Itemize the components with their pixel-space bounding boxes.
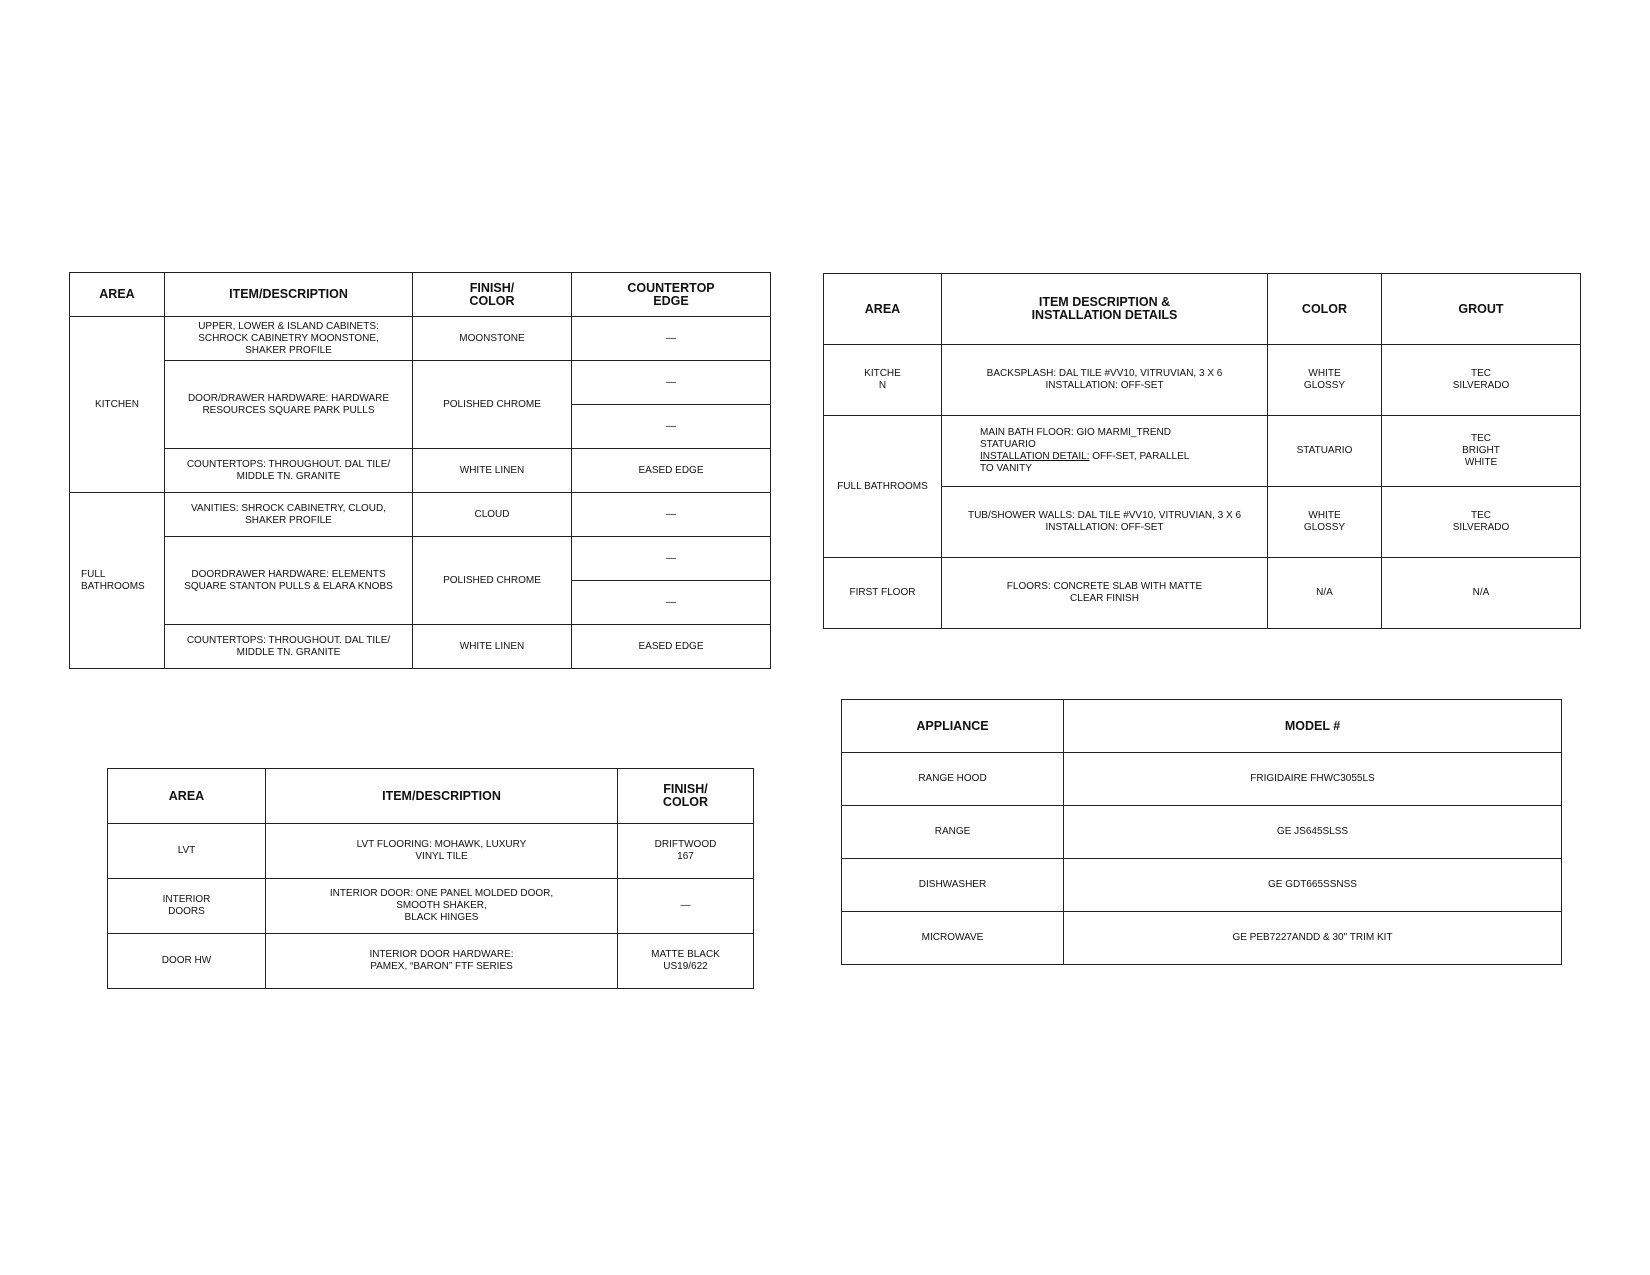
grout-cell: TEC SILVERADO bbox=[1382, 345, 1581, 416]
table-row bbox=[108, 824, 754, 879]
table-row bbox=[70, 625, 771, 669]
color-cell: WHITE GLOSSY bbox=[1268, 345, 1382, 416]
area-cell: LVT bbox=[108, 824, 266, 879]
header-finish: FINISH/ COLOR bbox=[413, 273, 572, 317]
table-row bbox=[842, 753, 1562, 806]
edge-cell: — bbox=[572, 581, 771, 625]
header-area: AREA bbox=[824, 274, 942, 345]
finish-cell: WHITE LINEN bbox=[413, 449, 572, 493]
finish-cell: MOONSTONE bbox=[413, 317, 572, 361]
model-cell: GE GDT665SSNSS bbox=[1064, 859, 1562, 912]
table-row bbox=[842, 806, 1562, 859]
table-row bbox=[70, 317, 771, 361]
edge-cell: — bbox=[572, 317, 771, 361]
area-kitchen: KITCHE N bbox=[824, 345, 942, 416]
item-cell: TUB/SHOWER WALLS: DAL TILE #VV10, VITRUVIAN, 3 X 6 INSTALLATION: OFF-SET bbox=[942, 487, 1268, 558]
appliance-cell: RANGE bbox=[842, 806, 1064, 859]
area-bathrooms: FULL BATHROOMS bbox=[70, 493, 165, 669]
model-cell: GE JS645SLSS bbox=[1064, 806, 1562, 859]
header-item: ITEM/DESCRIPTION bbox=[165, 273, 413, 317]
item-cell: UPPER, LOWER & ISLAND CABINETS: SCHROCK CABINETRY MOONSTONE, SHAKER PROFILE bbox=[165, 317, 413, 361]
finish-cell: — bbox=[618, 879, 754, 934]
item-cell: FLOORS: CONCRETE SLAB WITH MATTE CLEAR FINISH bbox=[942, 558, 1268, 629]
edge-cell: — bbox=[572, 361, 771, 405]
item-cell: COUNTERTOPS: THROUGHOUT. DAL TILE/ MIDDLE TN. GRANITE bbox=[165, 449, 413, 493]
edge-cell: — bbox=[572, 537, 771, 581]
item-cell: INTERIOR DOOR: ONE PANEL MOLDED DOOR, SMOOTH SHAKER, BLACK HINGES bbox=[266, 879, 618, 934]
item-cell: DOORDRAWER HARDWARE: ELEMENTS SQUARE STANTON PULLS & ELARA KNOBS bbox=[165, 537, 413, 625]
header-area: AREA bbox=[70, 273, 165, 317]
item-cell: INTERIOR DOOR HARDWARE: PAMEX, “BARON” FTF SERIES bbox=[266, 934, 618, 989]
appliance-table bbox=[841, 699, 1562, 965]
area-cell: DOOR HW bbox=[108, 934, 266, 989]
table-row bbox=[824, 558, 1581, 629]
header-appliance: APPLIANCE bbox=[842, 700, 1064, 753]
item-cell: COUNTERTOPS: THROUGHOUT. DAL TILE/ MIDDLE TN. GRANITE bbox=[165, 625, 413, 669]
table-row bbox=[108, 934, 754, 989]
area-cell: INTERIOR DOORS bbox=[108, 879, 266, 934]
table-row bbox=[70, 493, 771, 537]
table-row bbox=[70, 537, 771, 581]
edge-cell: — bbox=[572, 405, 771, 449]
area-bathrooms: FULL BATHROOMS bbox=[824, 416, 942, 558]
finish-cell: WHITE LINEN bbox=[413, 625, 572, 669]
table-row bbox=[842, 859, 1562, 912]
table-row bbox=[70, 449, 771, 493]
table-row bbox=[842, 912, 1562, 965]
header-area: AREA bbox=[108, 769, 266, 824]
table-row bbox=[824, 416, 1581, 487]
table-header-row bbox=[70, 273, 771, 317]
header-edge: COUNTERTOP EDGE bbox=[572, 273, 771, 317]
model-cell: FRIGIDAIRE FHWC3055LS bbox=[1064, 753, 1562, 806]
grout-cell: N/A bbox=[1382, 558, 1581, 629]
item-cell bbox=[942, 416, 1268, 487]
header-model: MODEL # bbox=[1064, 700, 1562, 753]
item-text: OFF-SET, PARALLEL TO VANITY bbox=[980, 451, 1190, 474]
header-grout: GROUT bbox=[1382, 274, 1581, 345]
table-row bbox=[824, 345, 1581, 416]
finish-cell: CLOUD bbox=[413, 493, 572, 537]
installation-detail-label: INSTALLATION DETAIL: bbox=[980, 451, 1090, 462]
grout-cell: TEC SILVERADO bbox=[1382, 487, 1581, 558]
item-cell: DOOR/DRAWER HARDWARE: HARDWARE RESOURCES SQUARE PARK PULLS bbox=[165, 361, 413, 449]
appliance-cell: RANGE HOOD bbox=[842, 753, 1064, 806]
item-cell: BACKSPLASH: DAL TILE #VV10, VITRUVIAN, 3 X 6 INSTALLATION: OFF-SET bbox=[942, 345, 1268, 416]
finish-cell: POLISHED CHROME bbox=[413, 361, 572, 449]
table-header-row bbox=[842, 700, 1562, 753]
edge-cell: — bbox=[572, 493, 771, 537]
area-first-floor: FIRST FLOOR bbox=[824, 558, 942, 629]
finish-cell: POLISHED CHROME bbox=[413, 537, 572, 625]
appliance-cell: MICROWAVE bbox=[842, 912, 1064, 965]
table-row bbox=[108, 879, 754, 934]
item-cell: VANITIES: SHROCK CABINETRY, CLOUD, SHAKER PROFILE bbox=[165, 493, 413, 537]
header-color: COLOR bbox=[1268, 274, 1382, 345]
edge-cell: EASED EDGE bbox=[572, 449, 771, 493]
finish-cell: MATTE BLACK US19/622 bbox=[618, 934, 754, 989]
finishes-table bbox=[69, 272, 771, 669]
grout-cell: TEC BRIGHT WHITE bbox=[1382, 416, 1581, 487]
header-finish: FINISH/ COLOR bbox=[618, 769, 754, 824]
table-header-row bbox=[108, 769, 754, 824]
header-item: ITEM/DESCRIPTION bbox=[266, 769, 618, 824]
item-cell: LVT FLOORING: MOHAWK, LUXURY VINYL TILE bbox=[266, 824, 618, 879]
color-cell: STATUARIO bbox=[1268, 416, 1382, 487]
item-text: MAIN BATH FLOOR: GIO MARMI_TREND STATUARIO bbox=[980, 427, 1171, 450]
table-row bbox=[70, 361, 771, 405]
interior-table bbox=[107, 768, 754, 989]
appliance-cell: DISHWASHER bbox=[842, 859, 1064, 912]
model-cell: GE PEB7227ANDD & 30" TRIM KIT bbox=[1064, 912, 1562, 965]
edge-cell: EASED EDGE bbox=[572, 625, 771, 669]
tile-table bbox=[823, 273, 1581, 629]
color-cell: N/A bbox=[1268, 558, 1382, 629]
header-item: ITEM DESCRIPTION & INSTALLATION DETAILS bbox=[942, 274, 1268, 345]
finish-cell: DRIFTWOOD 167 bbox=[618, 824, 754, 879]
color-cell: WHITE GLOSSY bbox=[1268, 487, 1382, 558]
area-kitchen: KITCHEN bbox=[70, 317, 165, 493]
table-header-row bbox=[824, 274, 1581, 345]
